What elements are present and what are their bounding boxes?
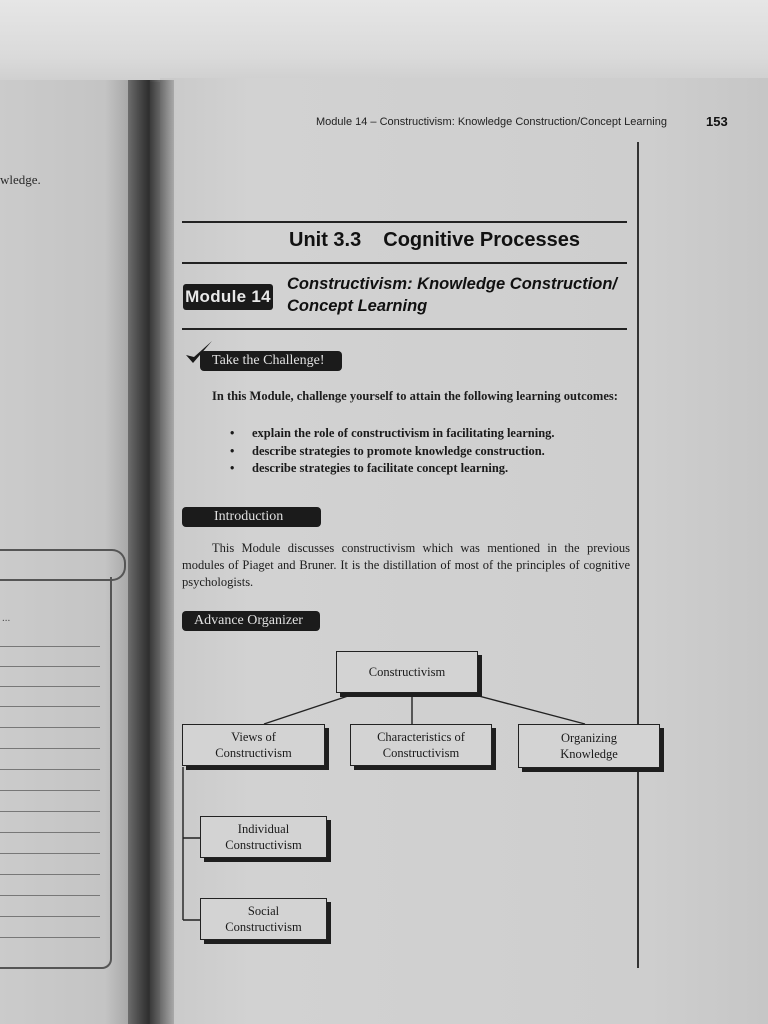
- organizer-child-label: Views of: [231, 730, 276, 744]
- organizer-child-box: [350, 724, 492, 766]
- module-badge: Module 14: [183, 284, 273, 310]
- page-number: 153: [706, 114, 728, 129]
- advance-organizer-label: Advance Organizer: [182, 611, 320, 631]
- organizer-child-label: Knowledge: [560, 747, 618, 761]
- left-page-dots: ...: [2, 612, 11, 624]
- module-title-line: Concept Learning: [287, 297, 428, 315]
- organizer-child-label: Constructivism: [215, 746, 292, 760]
- introduction-text: This Module discusses constructivism which was mentioned in the previous modules of Piaget and Bruner. It is the distillation of most of the principles of cognitive psychologists.: [182, 541, 630, 589]
- challenge-label: Take the Challenge!: [200, 351, 342, 371]
- list-item: • describe strategies to promote knowledge construction.: [230, 443, 555, 461]
- list-item: • explain the role of constructivism in facilitating learning.: [230, 425, 555, 443]
- unit-number: Unit 3.3: [289, 229, 362, 251]
- organizer-child-label: Organizing: [560, 731, 617, 745]
- organizer-view-box: [200, 898, 327, 940]
- organizer-view-label: Individual: [237, 822, 290, 836]
- organizer-root-label: Constructivism: [368, 665, 446, 679]
- organizer-root-box: [336, 651, 478, 693]
- list-item: • describe strategies to facilitate concept learning.: [230, 460, 555, 478]
- organizer-child-box: [182, 724, 325, 766]
- organizer-child-box: [518, 724, 660, 768]
- organizer-child-label: Characteristics of: [377, 730, 465, 744]
- module-title-line: Constructivism: Knowledge Construction/: [287, 275, 618, 293]
- organizer-view-box: [200, 816, 327, 858]
- organizer-view-label: Constructivism: [225, 920, 302, 934]
- unit-title: Cognitive Processes: [383, 229, 580, 251]
- left-page-text-fragment: wledge.: [0, 172, 41, 187]
- introduction-label: Introduction: [182, 507, 321, 527]
- organizer-view-label: Constructivism: [225, 838, 302, 852]
- organizer-view-label: Social: [247, 904, 280, 918]
- organizer-child-label: Constructivism: [382, 746, 460, 760]
- challenge-intro: In this Module, challenge yourself to attain the following learning outcomes:: [212, 389, 618, 403]
- running-header: Module 14 – Constructivism: Knowledge Construction/Concept Learning: [316, 116, 667, 128]
